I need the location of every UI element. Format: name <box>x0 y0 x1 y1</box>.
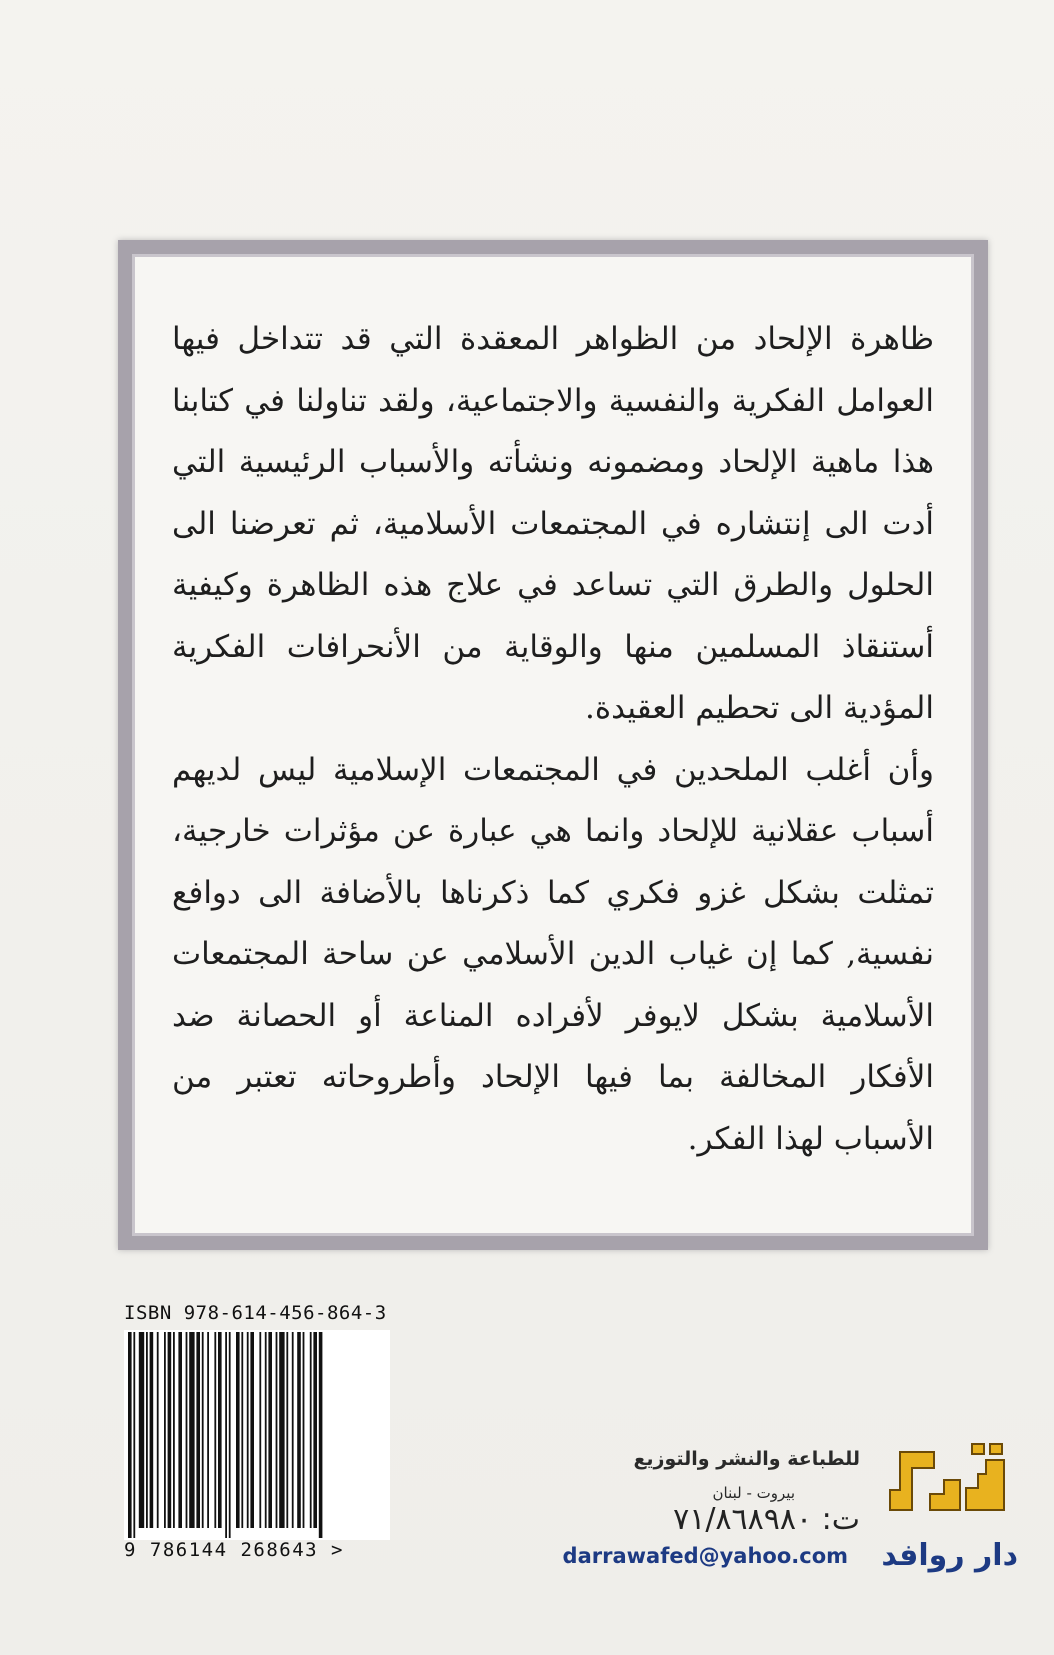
publisher-city: بيروت - لبنان <box>712 1484 795 1502</box>
barcode <box>124 1330 390 1540</box>
publisher-block <box>560 1440 1030 1590</box>
publisher-email: darrawafed@yahoo.com <box>562 1544 848 1568</box>
publisher-tagline: للطباعة والنشر والتوزيع <box>633 1448 860 1470</box>
isbn-label: ISBN 978-614-456-864-3 <box>124 1302 387 1324</box>
blurb-text <box>172 309 934 1170</box>
blurb-paragraph-1: ظاهرة الإلحاد من الظواهر المعقدة التي قد تتداخل فيها العوامل الفكرية والنفسية والاجتماعية، ولقد تناولنا في كتابنا هذا ماهية الإلحاد ومضمونه ونشأته والأسباب الرئيسية التي أدت الى إنتشاره في المجتمعات الأسلامية، ثم تعرضنا الى الحلول والطرق التي تساعد في علاج هذه الظاهرة وكيفية أستنقاذ المسلمين منها والوقاية من الأنحرافات الفكرية المؤدية الى تحطيم العقيدة. <box>172 321 934 726</box>
text-frame <box>118 240 988 1250</box>
publisher-phone: ت: ٧١/٨٦٨٩٨٠ <box>673 1502 860 1537</box>
publisher-name: دار روافد <box>881 1538 1018 1573</box>
barcode-icon <box>124 1330 390 1540</box>
blurb-paragraph-2: وأن أغلب الملحدين في المجتمعات الإسلامية ليس لديهم أسباب عقلانية للإلحاد وانما هي عبارة عن مؤثرات خارجية، تمثلت بشكل غزو فكري كما ذكرناها بالأضافة الى دوافع نفسية, كما إن غياب الدين الأسلامي عن ساحة المجتمعات الأسلامية بشكل لايوفر لأفراده المناعة أو الحصانة ضد الأفكار المخالفة بما فيها الإلحاد وأطروحاته تعتبر من الأسباب لهذا الفكر. <box>172 751 934 1157</box>
rawafed-logo-icon <box>882 1440 1014 1526</box>
barcode-digits: 9 786144 268643 > <box>124 1539 344 1561</box>
